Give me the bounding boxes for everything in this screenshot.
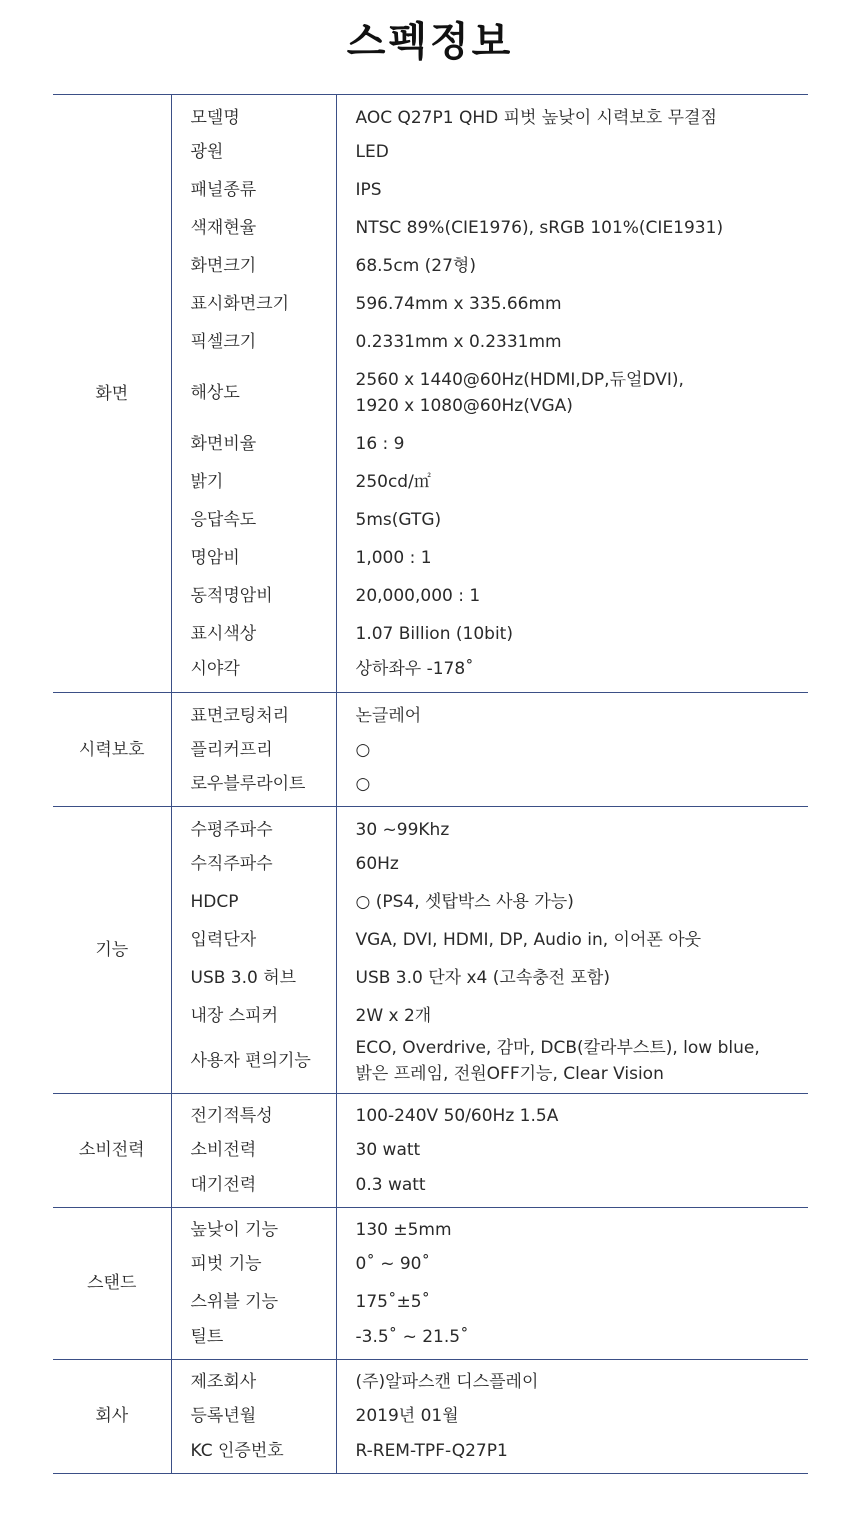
spec-row [53,1093,808,1131]
spec-value-line: 2560 x 1440@60Hz(HDMI,DP,듀얼DVI), [355,369,684,390]
page-title: 스펙정보 [346,19,514,65]
spec-value [336,361,808,425]
spec-value: 1.07 Billion (10bit) [355,623,513,644]
spec-value: -3.5˚ ~ 21.5˚ [336,1321,808,1359]
spec-key: 플리커프리 [171,731,336,769]
spec-row [53,693,808,731]
spec-value: 175˚±5˚ [355,1292,431,1312]
spec-key: 명암비 [171,539,336,577]
category-label: 스탠드 [53,1207,171,1359]
spec-value: 0.3 watt [336,1169,808,1207]
spec-value: 100-240V 50/60Hz 1.5A [355,1106,559,1127]
spec-key: 해상도 [171,361,336,425]
spec-value-line: 1920 x 1080@60Hz(VGA) [355,395,573,416]
spec-value: 5ms(GTG) [355,509,442,530]
spec-key: 입력단자 [171,921,336,959]
spec-key: KC 인증번호 [171,1435,336,1473]
spec-key: 응답속도 [171,501,336,539]
spec-key: 표시색상 [171,615,336,653]
spec-key: 스위블 기능 [171,1283,336,1321]
spec-key: 사용자 편의기능 [171,1035,336,1094]
spec-key: 시야각 [171,653,336,693]
spec-key: 로우블루라이트 [171,769,336,807]
spec-value: R-REM-TPF-Q27P1 [336,1435,808,1473]
spec-key: 제조회사 [171,1359,336,1397]
spec-value: (주)알파스캔 디스플레이 [355,1372,539,1393]
spec-value: 0.2331mm x 0.2331mm [355,331,562,352]
spec-value: NTSC 89%(CIE1976), sRGB 101%(CIE1931) [355,217,724,238]
spec-key: 내장 스피커 [171,997,336,1035]
spec-key: 밝기 [171,463,336,501]
spec-key: 높낮이 기능 [171,1207,336,1245]
spec-value: 250cd/㎡ [355,471,431,492]
spec-key: 모델명 [171,95,336,133]
spec-value: USB 3.0 단자 x4 (고속충전 포함) [355,967,610,988]
spec-value: 30 watt [355,1140,421,1160]
spec-row [53,807,808,845]
spec-value: 30 ~99Khz [355,819,450,840]
spec-row [53,95,808,133]
spec-row [53,1359,808,1397]
spec-key: 화면크기 [171,247,336,285]
spec-value: LED [355,141,389,162]
spec-value: 68.5cm (27형) [355,255,476,276]
spec-key: 틸트 [171,1321,336,1359]
spec-value: ○ (PS4, 셋탑박스 사용 가능) [355,891,574,912]
spec-value [336,1035,808,1094]
category-label: 회사 [53,1359,171,1473]
spec-key: HDCP [171,883,336,921]
category-label: 화면 [53,95,171,693]
spec-key: 표시화면크기 [171,285,336,323]
spec-value: 596.74mm x 335.66mm [355,293,562,314]
spec-value: 논글레어 [355,705,422,726]
spec-value: AOC Q27P1 QHD 피벗 높낮이 시력보호 무결점 [355,107,717,128]
spec-key: USB 3.0 허브 [171,959,336,997]
spec-key: 소비전력 [171,1131,336,1169]
category-label: 소비전력 [53,1093,171,1207]
spec-value: 1,000 : 1 [355,547,432,568]
spec-key: 화면비율 [171,425,336,463]
spec-key: 동적명암비 [171,577,336,615]
spec-key: 피벗 기능 [171,1245,336,1283]
spec-value: 16 : 9 [355,433,405,454]
spec-key: 등록년월 [171,1397,336,1435]
spec-value: ○ [355,739,371,760]
spec-row [53,1207,808,1245]
spec-value: 20,000,000 : 1 [355,585,481,606]
spec-key: 전기적특성 [171,1093,336,1131]
spec-value: 0˚ ~ 90˚ [355,1254,430,1274]
spec-table [53,94,808,1474]
spec-value: 2019년 01월 [355,1406,459,1426]
spec-value: 130 ±5mm [355,1220,452,1241]
spec-value: 2W x 2개 [355,1005,432,1026]
spec-value: VGA, DVI, HDMI, DP, Audio in, 이어폰 아웃 [355,929,702,950]
spec-value-line: 밝은 프레임, 전원OFF기능, Clear Vision [355,1063,664,1084]
spec-key: 색재현율 [171,209,336,247]
spec-key: 수평주파수 [171,807,336,845]
spec-value: IPS [355,179,382,200]
spec-key: 수직주파수 [171,845,336,883]
spec-key: 표면코팅처리 [171,693,336,731]
category-label: 시력보호 [53,693,171,807]
spec-value: ○ [336,769,808,807]
spec-key: 대기전력 [171,1169,336,1207]
category-label: 기능 [53,807,171,1094]
spec-key: 광원 [171,133,336,171]
spec-value-line: ECO, Overdrive, 감마, DCB(칼라부스트), low blue, [355,1037,760,1058]
spec-key: 픽셀크기 [171,323,336,361]
spec-key: 패널종류 [171,171,336,209]
spec-value: 상하좌우 -178˚ [336,653,808,693]
spec-value: 60Hz [355,853,399,874]
